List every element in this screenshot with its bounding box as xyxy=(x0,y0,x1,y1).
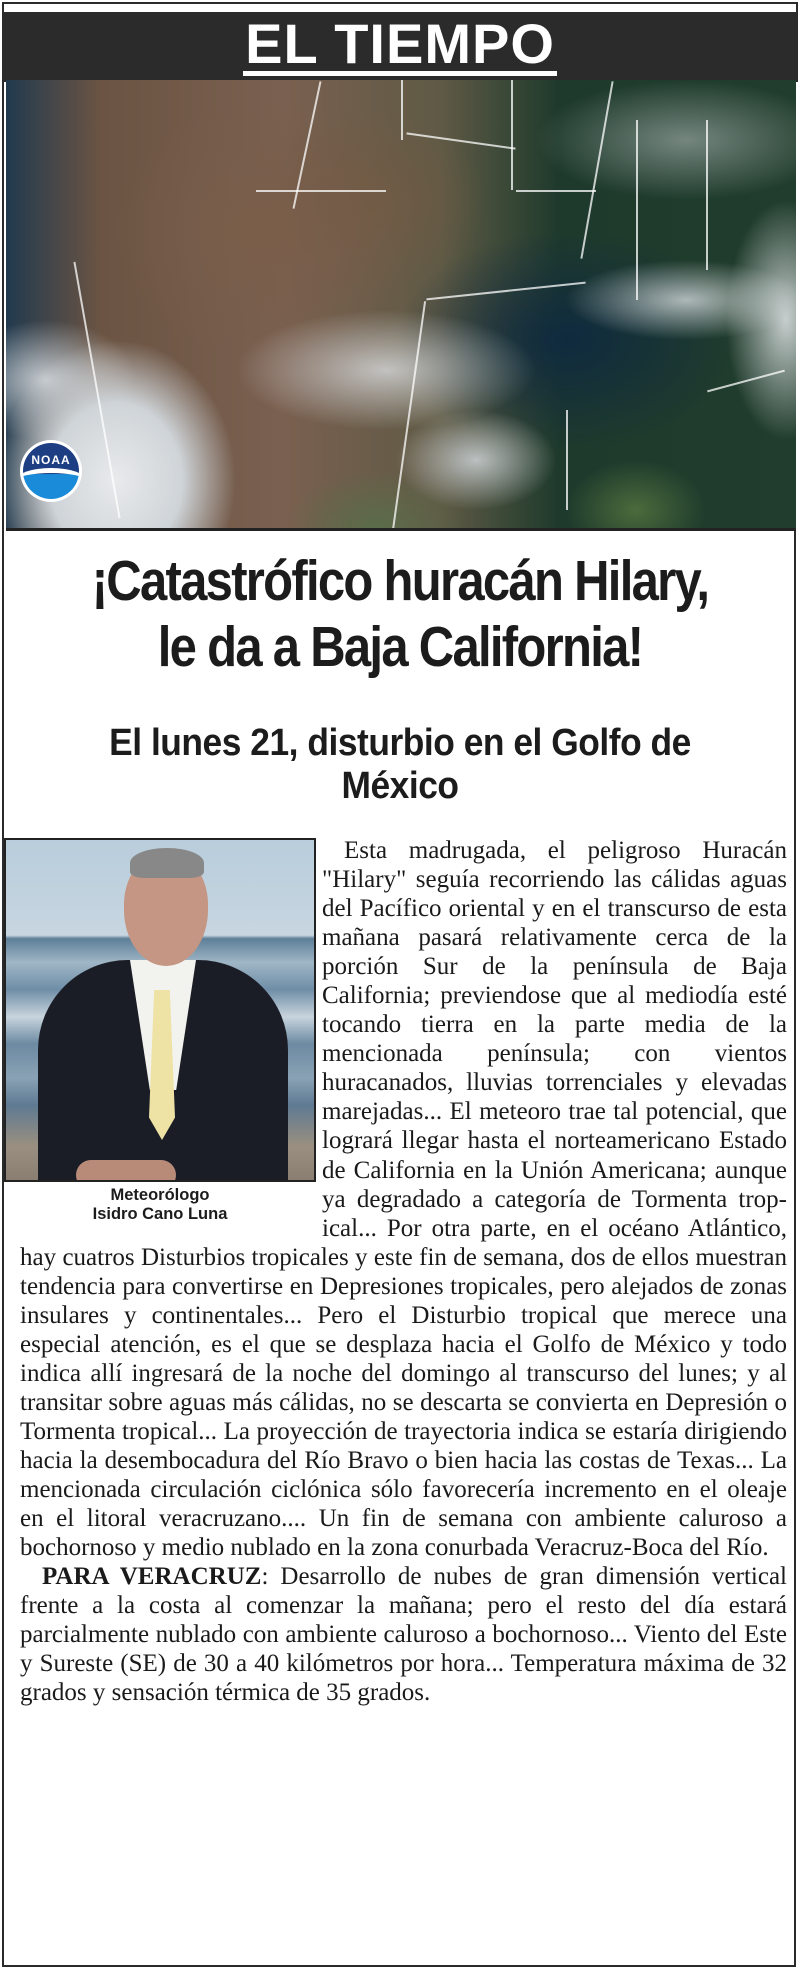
paragraph-1-text: Esta madrugada, el peligroso Huracán "Hilary" seguía recorriendo las cálidas aguas del Pacífico oriental y en el transcurso de esta mañana pasará relativamente cerca de la porción Sur de la península de Baja California; previendose que al mediodía esté tocando tierra en la parte media de la mencionada península; con vientos huracanados, lluvias torrenciales y elevadas marejadas... El meteoro trae tal potencial, que logrará llegar hasta el norteamericano Estado de California en la Unión Americana; aunque ya degradado a categoría de Tormenta tropical... Por otra parte, en el océano Atlántico, hay cuatros Disturbios tropicales y este fin de semana, dos de ellos muestran tendencia para convertirse en Depresiones tropicales, pero alejados de zonas insulares y continentales... Pero el Disturbio tropical que merece una especial atención, es el que se desplaza hacia el Golfo de México y todo indica allí ingresará de la noche del domingo al transcurso del lunes; y al transitar sobre aguas más cálidas, no se descarta se convierta en Depresión o Tormenta tropical... La proyección de trayectoria indica se estaría dirigiendo hacia la desembocadura del Río Bravo o bien hacia las costas de Texas... La mencionada circulación ciclónica sólo favorecería incremento en el oleaje en el litoral veracruzano.... Un fin de semana con ambiente caluroso a bochornoso y medio nublado en la zona conurbada Veracruz-Boca del Río. xyxy=(20,837,787,1562)
section-header xyxy=(4,4,796,80)
photo-wrap-spacer xyxy=(20,836,322,1214)
noaa-logo-gull xyxy=(20,468,82,493)
coastline xyxy=(426,282,585,301)
article-headline: ¡Catastrófico huracán Hilary, le da a Baja California! xyxy=(91,549,709,679)
article-paragraph xyxy=(20,1562,787,1707)
noaa-logo-text: NOAA xyxy=(31,453,71,467)
border-line xyxy=(256,190,386,192)
noaa-logo-icon xyxy=(20,440,82,502)
article-subheadline: El lunes 21, disturbio en el Golfo de México xyxy=(109,722,691,807)
coastline xyxy=(388,301,426,531)
coastline xyxy=(707,370,785,393)
border-line xyxy=(401,80,403,140)
article-body xyxy=(20,836,787,1707)
border-line xyxy=(516,190,596,192)
section-title xyxy=(4,12,796,76)
border-line xyxy=(580,81,613,259)
caption-title: Meteorólogo xyxy=(110,1186,210,1204)
border-line xyxy=(406,132,515,149)
border-line xyxy=(636,120,638,300)
section-title-text: EL TIEMPO xyxy=(245,12,555,75)
border-line xyxy=(706,120,708,270)
caption-name: Isidro Cano Luna xyxy=(92,1205,228,1223)
veracruz-label: PARA VERACRUZ xyxy=(42,1563,262,1591)
satellite-image xyxy=(6,80,796,531)
border-line xyxy=(511,80,513,190)
coastline xyxy=(566,410,568,510)
paragraph-2-text: : Desarrollo de nubes de gran dimensión vertical frente a la costa al comenzar la mañana; pero el resto del día estará parcialmente nublado con ambiente caluroso a bochornoso... Viento del Este y Sureste (SE) de 30 a 40 kilómetros por hora... Temperatura máxima de 32 grados y sensación térmica de 35 grados. xyxy=(20,1563,787,1707)
